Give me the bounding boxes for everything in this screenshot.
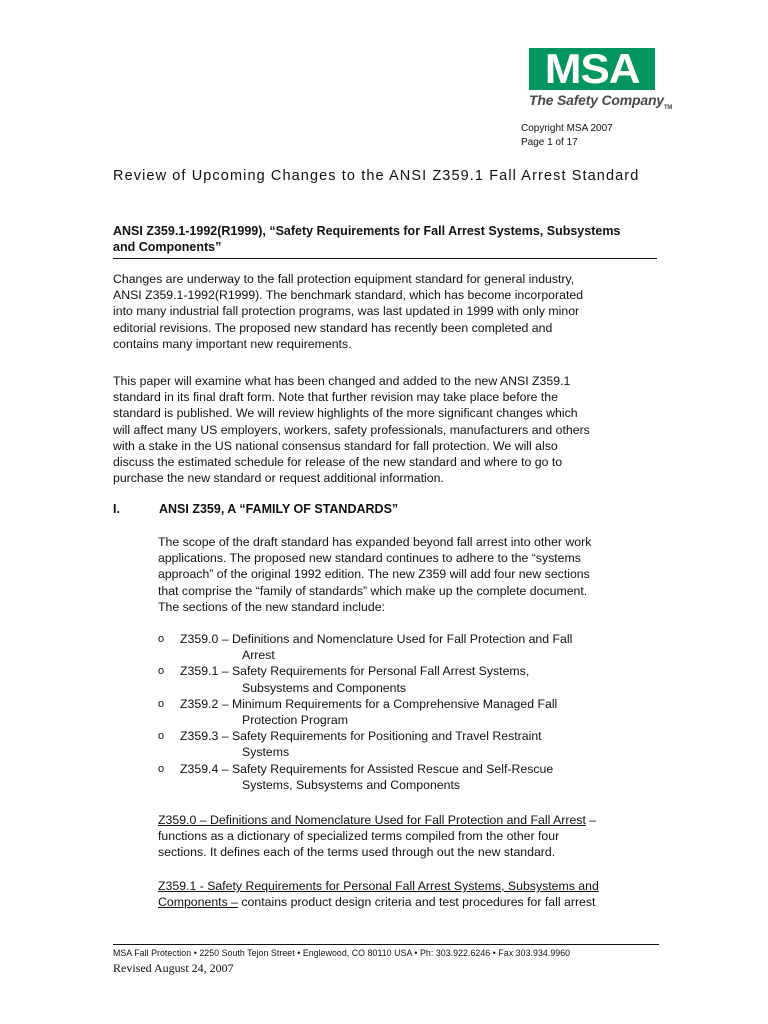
list-item-continuation: Protection Program <box>242 713 348 728</box>
msa-logo <box>529 45 655 92</box>
standards-list <box>158 631 658 793</box>
definition-text: – functions as a dictionary of specialized terms compiled from the other four sections. It defines each of the terms used through out the new standard. <box>158 813 597 860</box>
list-item-continuation: Arrest <box>242 648 275 663</box>
section-title: ANSI Z359, A “FAMILY OF STANDARDS” <box>159 502 399 516</box>
revision-date: Revised August 24, 2007 <box>113 961 234 975</box>
section-number: I. <box>113 502 120 516</box>
definition-text: contains product design criteria and test procedures for fall arrest <box>237 895 596 910</box>
definition-term: Z359.1 - Safety Requirements for Personal Fall Arrest Systems, Subsystems and <box>158 879 599 893</box>
list-item <box>158 663 658 695</box>
section-paragraph: The scope of the draft standard has expanded beyond fall arrest into other work applications. The proposed new standard continues to adhere to the “systems approach” of the original 1992 edition. The new Z359 will add four new sections that comprise the “family of standards” which make up the complete document. The sections of the new standard include: <box>158 535 592 614</box>
title-divider <box>113 258 657 259</box>
list-item-continuation: Systems, Subsystems and Components <box>242 777 461 792</box>
bullet-icon: o <box>158 697 165 710</box>
document-subtitle: ANSI Z359.1-1992(R1999), “Safety Requirements for Fall Arrest Systems, Subsystems and Components” <box>113 224 621 254</box>
page-number: Page 1 of 17 <box>521 137 578 148</box>
definition-z359-0 <box>158 812 658 861</box>
list-item <box>158 761 658 793</box>
brand-tagline <box>529 92 673 111</box>
list-item-continuation: Subsystems and Components <box>242 680 407 695</box>
footer-address: MSA Fall Protection • 2250 South Tejon Street • Englewood, CO 80110 USA • Ph: 303.922.6246 • Fax 303.934.9960 <box>113 948 571 958</box>
list-item <box>158 728 658 760</box>
trademark-mark: TM <box>663 104 673 111</box>
list-item-text: Z359.0 – Definitions and Nomenclature Used for Fall Protection and Fall <box>180 632 573 646</box>
bullet-icon: o <box>158 762 165 775</box>
bullet-icon: o <box>158 730 165 743</box>
logo-text: MSA <box>544 45 640 92</box>
list-item <box>158 696 658 728</box>
copyright-notice: Copyright MSA 2007 <box>521 123 613 134</box>
list-item-text: Z359.4 – Safety Requirements for Assisted Rescue and Self-Rescue <box>180 761 554 776</box>
list-item-text: Z359.1 – Safety Requirements for Personal Fall Arrest Systems, <box>180 664 530 679</box>
footer-divider <box>113 944 659 945</box>
bullet-icon: o <box>158 633 165 645</box>
list-item <box>158 631 658 663</box>
intro-paragraph-2: This paper will examine what has been changed and added to the new ANSI Z359.1 standard in its final draft form. Note that further revision may take place before the standard is published. We will review highlights of the more significant changes which will affect many US employers, workers, safety professionals, manufacturers and others with a stake in the US national consensus standard for fall protection. We will also discuss the estimated schedule for release of the new standard and where to go to purchase the new standard or request additional information. <box>113 374 590 486</box>
bullet-icon: o <box>158 665 165 678</box>
list-item-continuation: Systems <box>242 745 290 760</box>
list-item-text: Z359.2 – Minimum Requirements for a Comprehensive Managed Fall <box>180 696 558 711</box>
document-title: Review of Upcoming Changes to the ANSI Z359.1 Fall Arrest Standard <box>113 168 640 184</box>
definition-z359-1 <box>158 878 658 910</box>
list-item-text: Z359.3 – Safety Requirements for Positioning and Travel Restraint <box>180 729 542 744</box>
intro-paragraph-1: Changes are underway to the fall protection equipment standard for general industry, ANSI Z359.1-1992(R1999). The benchmark standard, which has become incorporated into many industrial fall protection programs, was last updated in 1999 with only minor editorial revisions. The proposed new standard has recently been completed and contains many important new requirements. <box>113 272 584 351</box>
definition-term-continued: Components – <box>158 895 238 910</box>
tagline-text: The Safety Company <box>529 92 664 108</box>
definition-term: Z359.0 – Definitions and Nomenclature Used for Fall Protection and Fall Arrest <box>158 813 586 827</box>
